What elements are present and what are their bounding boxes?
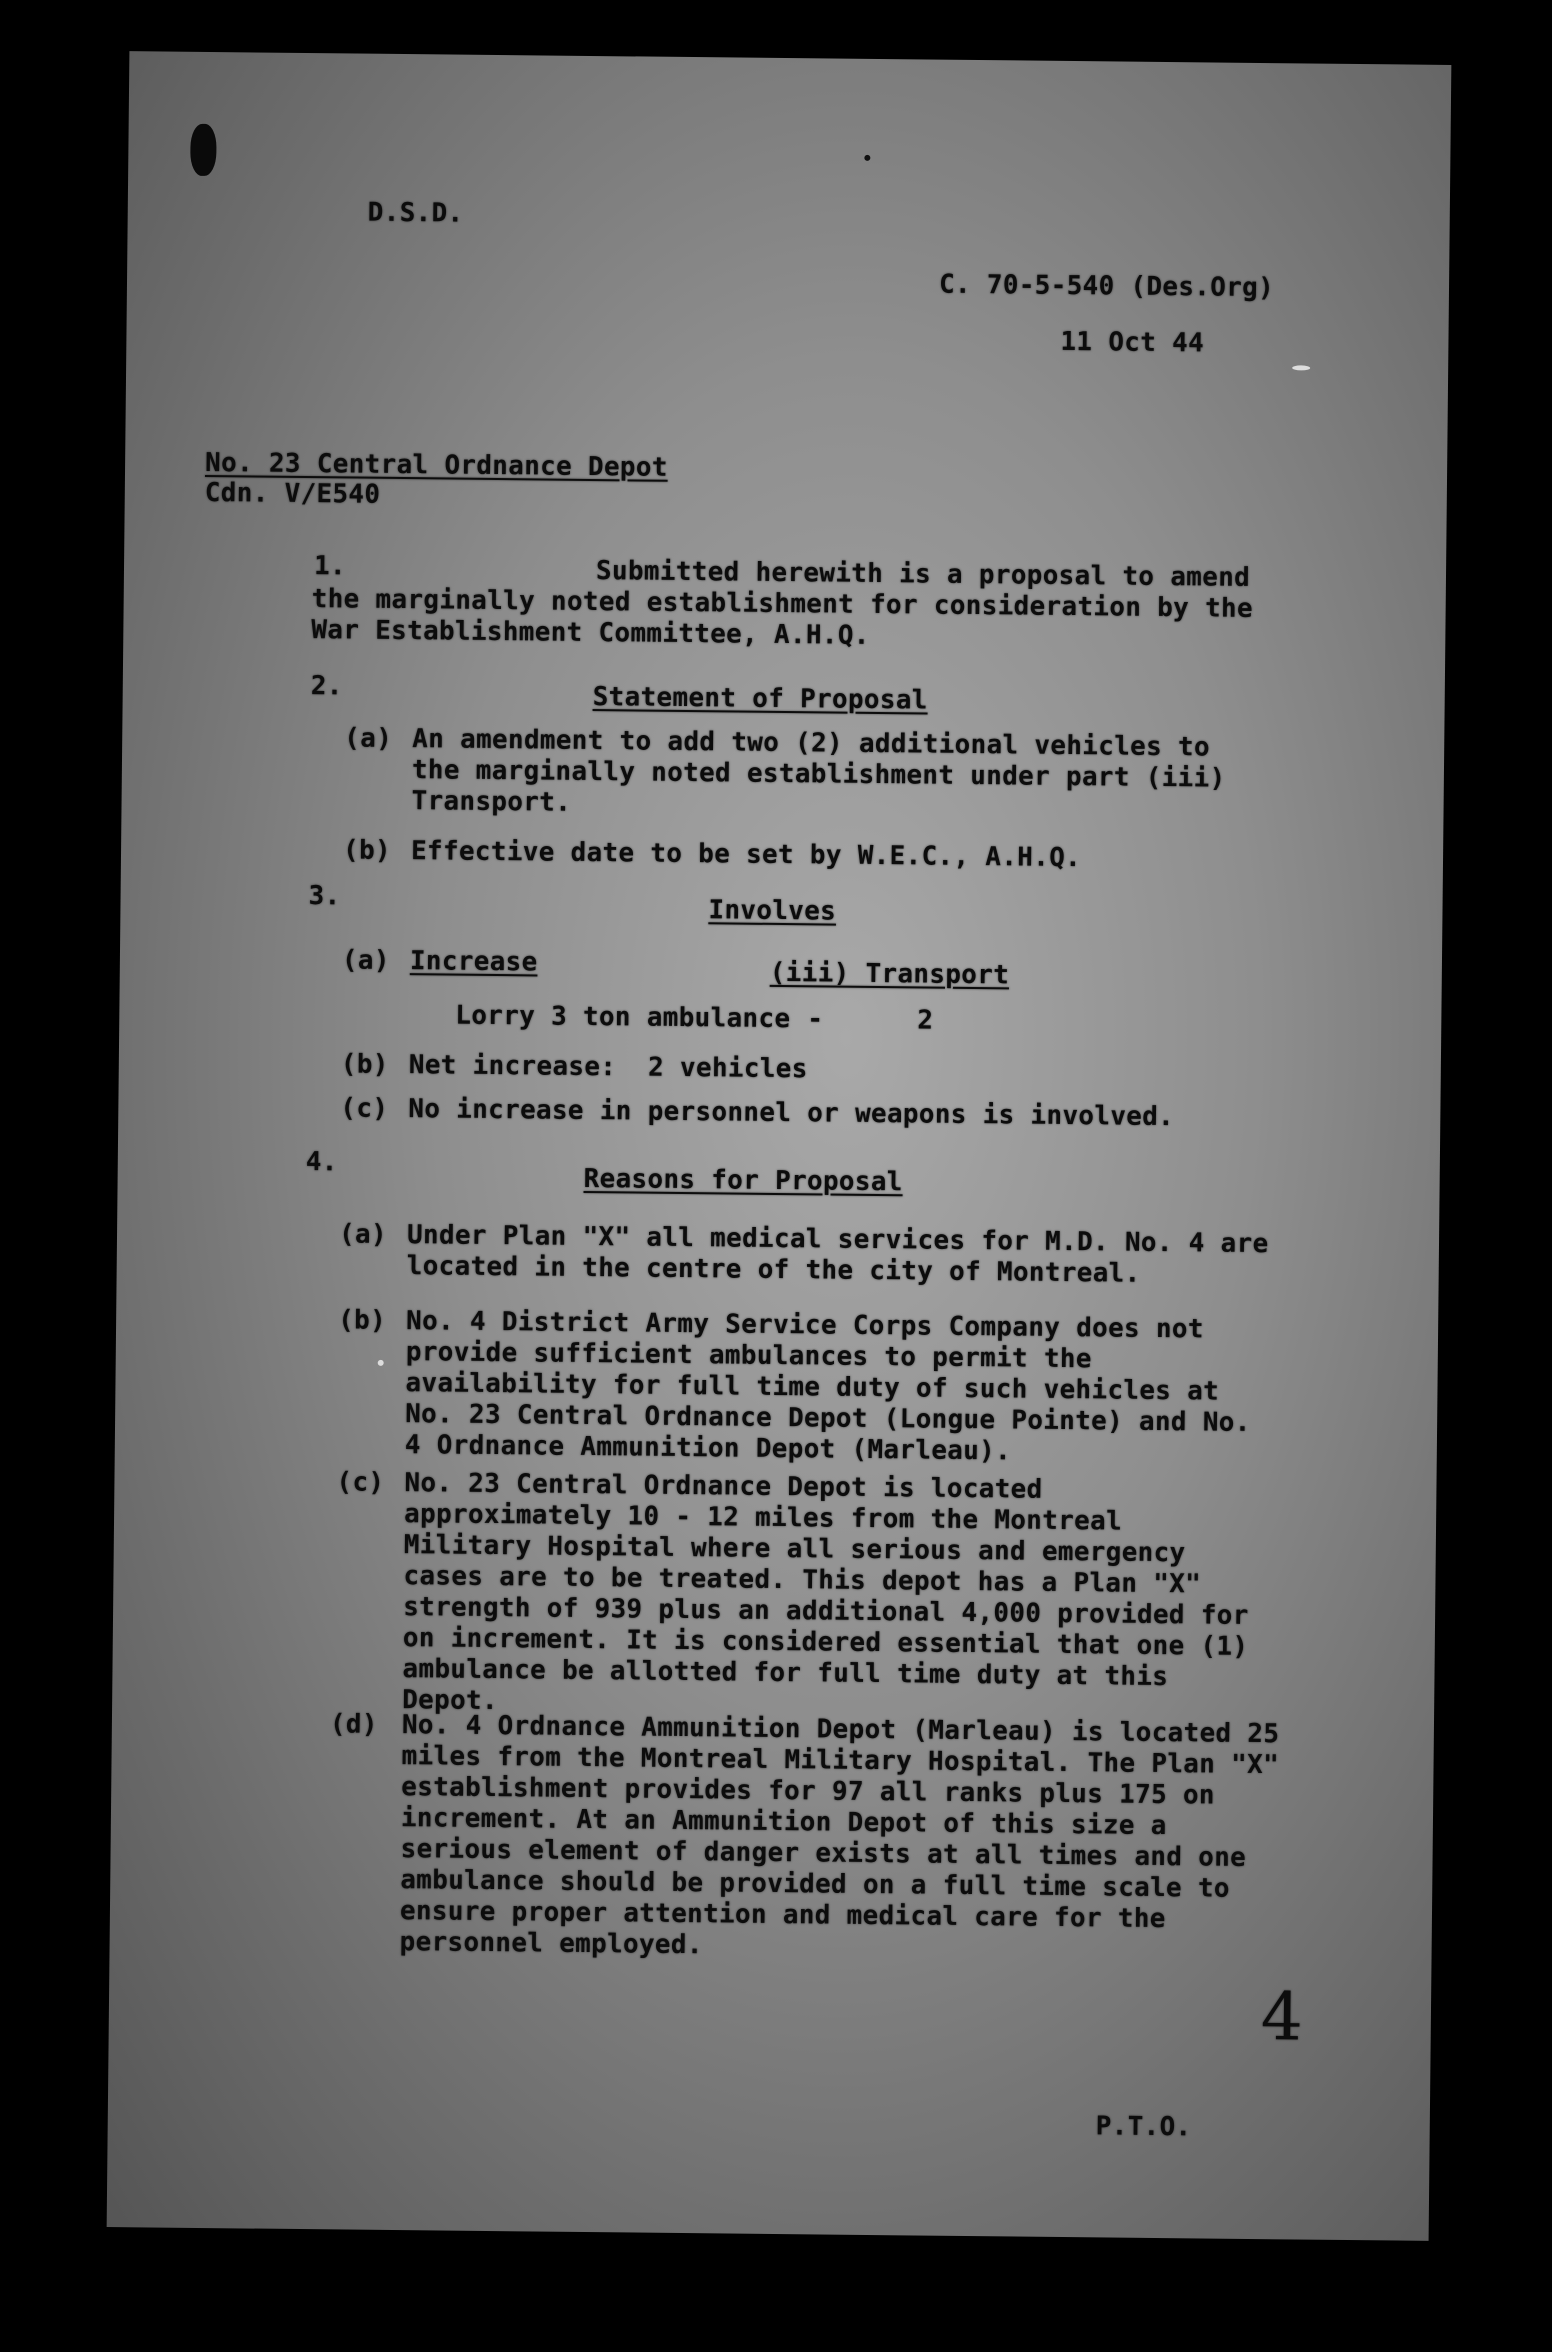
item-text: No. 23 Central Ordnance Depot is located approximately 10 - 12 miles from the Montreal Military Hospital where all serious and emergency cases are to be treated. This depot has a Plan "X" strength of 939 plus an additional 4,000 provided for on increment. It is considered essential that one (1) ambulance be allotted for full time duty at this Depot. bbox=[402, 1468, 1249, 1717]
addressee: D.S.D. bbox=[367, 197, 464, 229]
item-label: (b) bbox=[340, 1049, 389, 1080]
section-2-heading: Statement of Proposal bbox=[592, 682, 928, 716]
item-text: An amendment to add two (2) additional vehicles to the marginally noted establishment under part (iii) Transport. bbox=[411, 724, 1226, 818]
section-3-heading: Involves bbox=[708, 895, 837, 927]
item-text: No. 4 Ordnance Ammunition Depot (Marleau) is located 25 miles from the Montreal Military Hospital. The Plan "X" establishment provides for 97 all ranks plus 175 on increment. At an Ammunition Depot of this size a serious element of danger exists at all times and one ambulance should be provided on a full time scale to ensure proper attention and medical care for the personnel employed. bbox=[399, 1710, 1280, 1961]
increase-title: Increase bbox=[409, 946, 538, 978]
section-4-number: 4. bbox=[305, 1147, 338, 1178]
item-text: No increase in personnel or weapons is involved. bbox=[408, 1094, 1175, 1133]
section-1-text: Submitted herewith is a proposal to amend the marginally noted establishment for consideration by the War Establishment Committee, A.H.Q. bbox=[311, 556, 1254, 651]
item-text: Net increase: 2 vehicles bbox=[408, 1050, 808, 1085]
item-label: (c) bbox=[340, 1093, 389, 1124]
line-dash: - bbox=[807, 1004, 824, 1035]
document-date: 11 Oct 44 bbox=[1060, 326, 1205, 359]
file-reference: C. 70-5-540 (Des.Org) bbox=[938, 269, 1275, 304]
item-text: Effective date to be set by W.E.C., A.H.Q. bbox=[410, 836, 1082, 874]
page-number: 4 bbox=[1260, 1978, 1304, 2056]
footer-pto: P.T.O. bbox=[1095, 2111, 1192, 2143]
speck bbox=[864, 155, 870, 161]
unit-name: No. 23 Central Ordnance Depot bbox=[204, 447, 668, 483]
item-label: (a) bbox=[344, 723, 393, 754]
document-page bbox=[107, 51, 1452, 2241]
establishment-ref: Cdn. V/E540 bbox=[204, 477, 381, 510]
item-label: (c) bbox=[336, 1467, 385, 1498]
speck bbox=[378, 1360, 384, 1366]
section-4-heading: Reasons for Proposal bbox=[583, 1163, 903, 1198]
punch-hole bbox=[190, 124, 217, 176]
speck bbox=[1292, 365, 1310, 370]
item-label: (a) bbox=[338, 1219, 388, 1250]
section-1-number: 1. bbox=[313, 551, 347, 582]
section-2-number: 2. bbox=[310, 671, 343, 702]
transport-title: (iii) Transport bbox=[769, 957, 1010, 991]
line-quantity: 2 bbox=[917, 1005, 934, 1036]
item-text: No. 4 District Army Service Corps Company does not provide sufficient ambulances to permit the availability for full time duty of such vehicles at No. 23 Central Ordnance Depot (Longue Pointe) and No. 4 Ordnance Ammunition Depot (Marleau). bbox=[404, 1306, 1251, 1467]
item-text: Under Plan "X" all medical services for M.D. No. 4 are located in the centre of the city of Montreal. bbox=[406, 1220, 1269, 1289]
item-label: (b) bbox=[337, 1305, 387, 1336]
item-label: (a) bbox=[341, 945, 390, 976]
line-item: Lorry 3 ton ambulance bbox=[455, 1000, 791, 1035]
item-label: (b) bbox=[342, 835, 392, 866]
item-label: (d) bbox=[329, 1709, 378, 1740]
section-3-number: 3. bbox=[308, 881, 341, 912]
